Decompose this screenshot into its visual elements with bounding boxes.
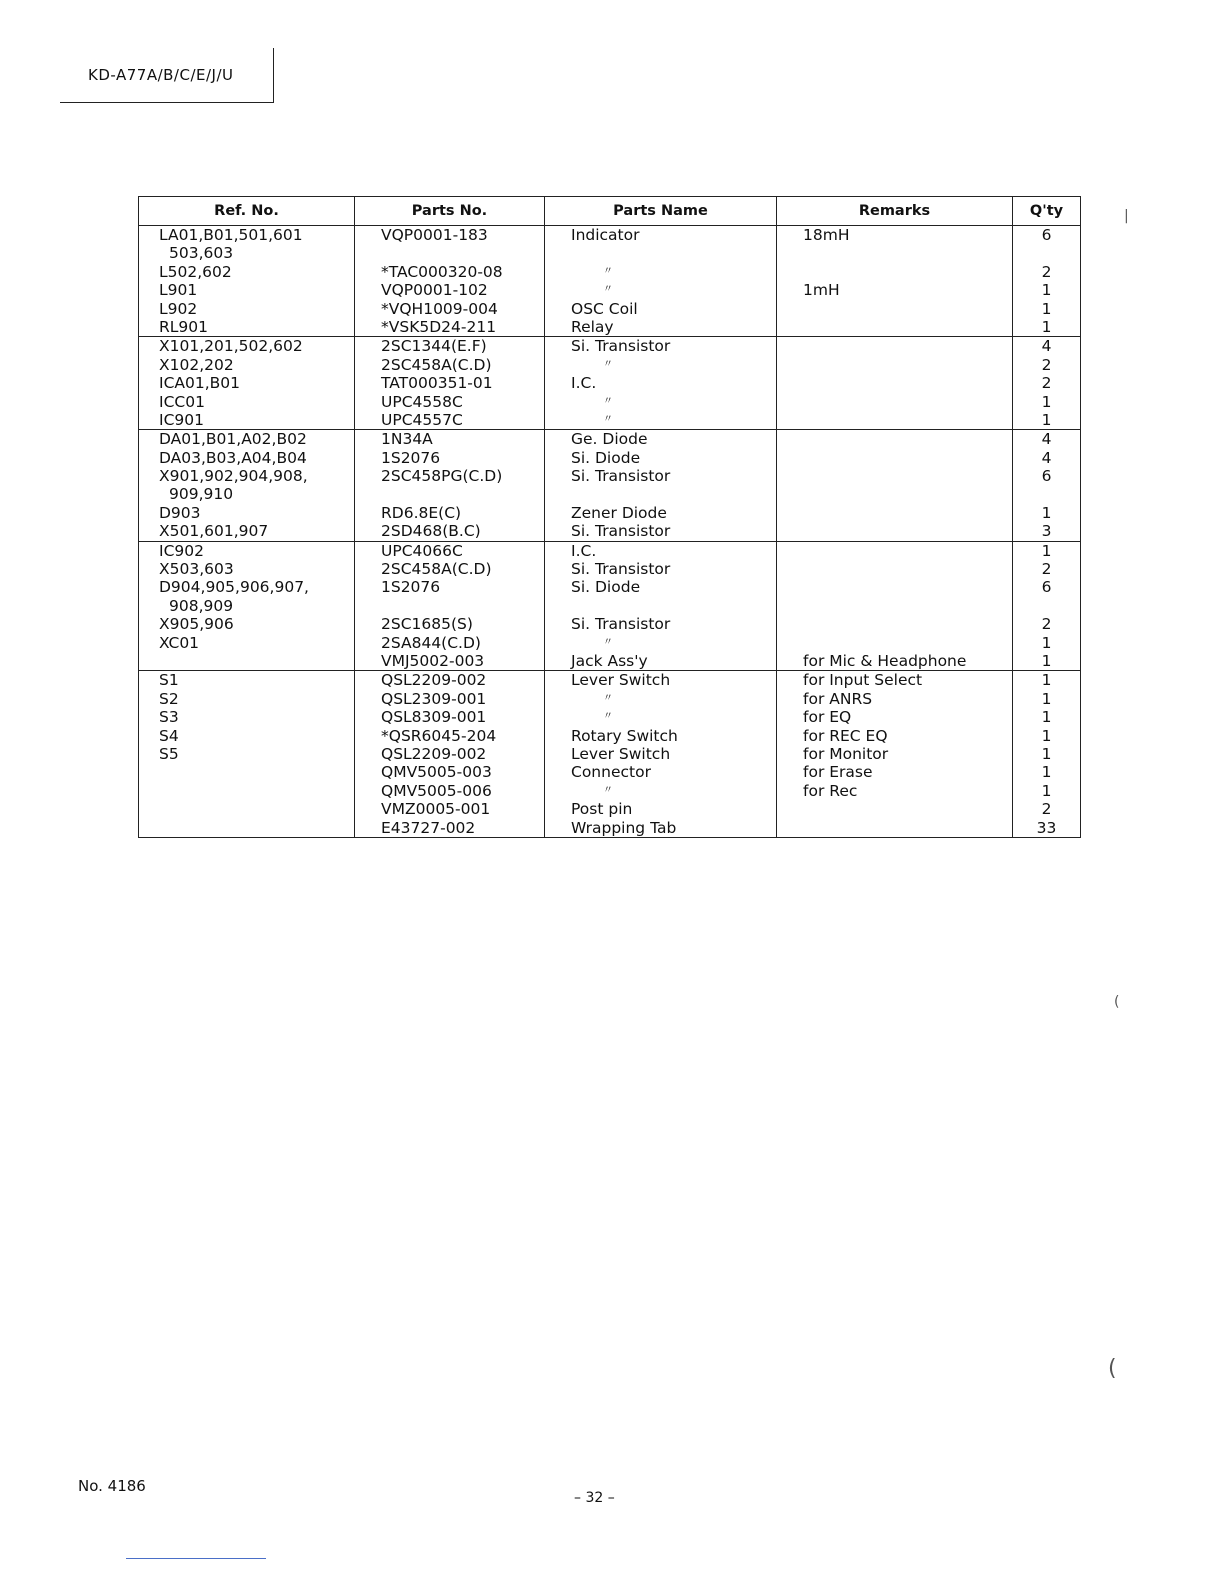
qty-line: 1 [1041, 689, 1052, 708]
ref-no-cell [139, 226, 355, 337]
name-line: I.C. [571, 541, 597, 560]
ref-line: 503,603 [169, 244, 234, 263]
parts-line: VQP0001-102 [381, 281, 488, 300]
remarks-line: for Input Select [803, 671, 923, 690]
remarks-line: for Mic & Headphone [803, 651, 967, 670]
remarks-line: 18mH [803, 226, 850, 244]
remarks-line [777, 578, 1012, 596]
parts-line: 2SC1685(S) [381, 615, 473, 634]
ref-line: X901,902,904,908, [159, 467, 308, 486]
remarks-line [777, 393, 1012, 411]
qty-line [1013, 244, 1080, 262]
ref-line [139, 782, 354, 800]
qty-cell [1013, 671, 1081, 838]
name-line: 〃 [603, 395, 613, 407]
name-line: 〃 [603, 636, 613, 648]
qty-line: 2 [1041, 262, 1052, 281]
name-line: Ge. Diode [571, 430, 648, 449]
parts-line: VMJ5002-003 [381, 651, 485, 670]
table-row-group [139, 430, 1081, 541]
qty-line: 2 [1041, 800, 1052, 819]
remarks-line: for Monitor [803, 744, 889, 763]
name-line: Indicator [571, 226, 640, 244]
parts-line: UPC4066C [381, 541, 463, 560]
parts-line: *VSK5D24-211 [381, 317, 497, 336]
name-line: Si. Transistor [571, 522, 671, 541]
name-line [545, 485, 776, 503]
name-line: Rotary Switch [571, 726, 678, 745]
qty-cell [1013, 337, 1081, 430]
remarks-line [777, 634, 1012, 652]
qty-line: 2 [1041, 615, 1052, 634]
ref-line [139, 763, 354, 781]
ref-line: LA01,B01,501,601 [159, 226, 303, 244]
name-line: Zener Diode [571, 503, 667, 522]
name-line: 〃 [603, 784, 613, 796]
name-line: Post pin [571, 800, 633, 819]
ref-line: L901 [159, 281, 198, 300]
qty-line: 1 [1041, 633, 1052, 652]
ref-line: S3 [159, 708, 179, 727]
ref-no-cell [139, 541, 355, 671]
parts-line: VQP0001-183 [381, 226, 488, 244]
name-line: Lever Switch [571, 671, 671, 690]
name-line: Jack Ass'y [571, 651, 648, 670]
margin-mark: | [1124, 208, 1129, 224]
parts-line: E43727-002 [381, 818, 476, 837]
ref-line: 908,909 [169, 596, 234, 615]
ref-line: S4 [159, 726, 179, 745]
qty-line: 2 [1041, 355, 1052, 374]
name-line: 〃 [603, 711, 613, 723]
remarks-cell [777, 226, 1013, 337]
remarks-line [777, 411, 1012, 429]
remarks-line: 1mH [803, 281, 840, 300]
remarks-line [777, 800, 1012, 818]
name-line: Si. Diode [571, 578, 641, 597]
name-line: Si. Diode [571, 448, 641, 467]
ref-line: X905,906 [159, 615, 234, 634]
name-line: Si. Transistor [571, 560, 671, 579]
ref-no-cell [139, 337, 355, 430]
qty-line: 1 [1041, 541, 1052, 560]
parts-line: 1S2076 [381, 448, 441, 467]
qty-line: 4 [1041, 337, 1052, 356]
parts-line: UPC4558C [381, 392, 463, 411]
ref-line: DA03,B03,A04,B04 [159, 448, 307, 467]
ref-line: ICC01 [159, 392, 205, 411]
ref-line: XC01 [159, 633, 200, 652]
remarks-line [777, 560, 1012, 578]
qty-line: 1 [1041, 299, 1052, 318]
remarks-line: for REC EQ [803, 726, 888, 745]
remarks-line [777, 485, 1012, 503]
ref-no-cell [139, 671, 355, 838]
parts-line: QMV5005-003 [381, 763, 492, 782]
qty-line: 2 [1041, 374, 1052, 393]
qty-line: 1 [1041, 744, 1052, 763]
qty-line: 3 [1041, 522, 1052, 541]
qty-cell [1013, 541, 1081, 671]
ref-line [139, 819, 354, 837]
remarks-line: for EQ [803, 708, 852, 727]
qty-line: 1 [1041, 671, 1052, 690]
qty-line: 1 [1041, 651, 1052, 670]
parts-list-table [138, 196, 1081, 838]
ref-line: L902 [159, 299, 198, 318]
ref-line: S2 [159, 689, 179, 708]
name-line: Si. Transistor [571, 615, 671, 634]
remarks-cell [777, 337, 1013, 430]
table-header-row [139, 197, 1081, 226]
name-line: OSC Coil [571, 299, 638, 318]
table-row-group [139, 541, 1081, 671]
parts-line: QSL2309-001 [381, 689, 487, 708]
ref-line [139, 800, 354, 818]
ref-line: 909,910 [169, 485, 234, 504]
ref-line: D904,905,906,907, [159, 578, 309, 597]
parts-line [355, 485, 544, 503]
qty-line: 1 [1041, 708, 1052, 727]
parts-no-cell [355, 671, 545, 838]
name-line: 〃 [603, 284, 613, 296]
parts-line: QSL2209-002 [381, 671, 487, 690]
page-number: – 32 – [574, 1490, 615, 1506]
parts-line: VMZ0005-001 [381, 800, 491, 819]
qty-line: 4 [1041, 448, 1052, 467]
qty-line: 1 [1041, 726, 1052, 745]
qty-line: 1 [1041, 281, 1052, 300]
parts-name-cell [545, 337, 777, 430]
qty-line: 1 [1041, 392, 1052, 411]
qty-line [1013, 485, 1080, 503]
parts-line: QMV5005-006 [381, 781, 492, 800]
qty-line: 1 [1041, 763, 1052, 782]
parts-line: 1S2076 [381, 578, 441, 597]
parts-line: 2SD468(B.C) [381, 522, 481, 541]
name-line: Lever Switch [571, 744, 671, 763]
qty-cell [1013, 226, 1081, 337]
qty-line: 1 [1041, 410, 1052, 429]
ref-line: DA01,B01,A02,B02 [159, 430, 307, 449]
parts-line [355, 244, 544, 262]
name-line [545, 597, 776, 615]
qty-line: 33 [1036, 818, 1057, 837]
parts-line: 2SC458A(C.D) [381, 560, 492, 579]
header-parts-name: Parts Name [545, 197, 777, 226]
ref-line: D903 [159, 503, 201, 522]
remarks-line [777, 300, 1012, 318]
ref-line: S1 [159, 671, 179, 690]
name-line: Si. Transistor [571, 337, 671, 356]
ref-line: X503,603 [159, 560, 234, 579]
document-number: No. 4186 [78, 1477, 146, 1495]
name-line: Wrapping Tab [571, 818, 677, 837]
remarks-line [777, 504, 1012, 522]
qty-line [1013, 597, 1080, 615]
table-body [139, 226, 1081, 838]
ref-line: L502,602 [159, 262, 232, 281]
header-parts-no: Parts No. [355, 197, 545, 226]
parts-line: *TAC000320-08 [381, 262, 503, 281]
remarks-line: for Rec [803, 781, 858, 800]
parts-no-cell [355, 430, 545, 541]
ref-line: S5 [159, 744, 179, 763]
name-line: Connector [571, 763, 651, 782]
ref-line: RL901 [159, 317, 208, 336]
header-qty: Q'ty [1013, 197, 1081, 226]
remarks-line [777, 522, 1012, 540]
remarks-line [777, 263, 1012, 281]
name-line: 〃 [603, 413, 613, 425]
parts-no-cell [355, 226, 545, 337]
ref-line [139, 652, 354, 670]
qty-line: 4 [1041, 430, 1052, 449]
margin-mark: ( [1114, 994, 1120, 1010]
parts-line: *VQH1009-004 [381, 299, 498, 318]
table-row-group [139, 226, 1081, 337]
qty-line: 1 [1041, 317, 1052, 336]
ref-line: X501,601,907 [159, 522, 269, 541]
name-line: I.C. [571, 374, 597, 393]
remarks-line [777, 819, 1012, 837]
header-ref-no: Ref. No. [139, 197, 355, 226]
parts-no-cell [355, 337, 545, 430]
parts-line: *QSR6045-204 [381, 726, 497, 745]
remarks-cell [777, 541, 1013, 671]
parts-line: UPC4557C [381, 410, 463, 429]
parts-no-cell [355, 541, 545, 671]
ref-line: X101,201,502,602 [159, 337, 303, 356]
remarks-line [777, 430, 1012, 448]
table-row-group [139, 337, 1081, 430]
model-number: KD-A77A/B/C/E/J/U [88, 66, 234, 84]
parts-line: 1N34A [381, 430, 433, 449]
name-line: 〃 [603, 265, 613, 277]
parts-name-cell [545, 671, 777, 838]
remarks-cell [777, 430, 1013, 541]
parts-line: 2SC458PG(C.D) [381, 467, 503, 486]
qty-cell [1013, 430, 1081, 541]
qty-line: 6 [1041, 226, 1052, 244]
parts-name-cell [545, 226, 777, 337]
name-line [545, 244, 776, 262]
remarks-line [777, 337, 1012, 355]
model-header-box [60, 48, 274, 103]
remarks-line: for ANRS [803, 689, 873, 708]
qty-line: 6 [1041, 578, 1052, 597]
qty-line: 6 [1041, 467, 1052, 486]
parts-line: QSL2209-002 [381, 744, 487, 763]
name-line: Relay [571, 317, 614, 336]
header-remarks: Remarks [777, 197, 1013, 226]
table-row-group [139, 671, 1081, 838]
ref-no-cell [139, 430, 355, 541]
remarks-line [777, 318, 1012, 336]
parts-line: 2SC458A(C.D) [381, 355, 492, 374]
parts-line: 2SC1344(E.F) [381, 337, 487, 356]
scan-edge-line [126, 1558, 266, 1559]
name-line: 〃 [603, 358, 613, 370]
parts-line: TAT000351-01 [381, 374, 493, 393]
ref-line: ICA01,B01 [159, 374, 241, 393]
remarks-line [777, 244, 1012, 262]
qty-line: 1 [1041, 503, 1052, 522]
remarks-line [777, 615, 1012, 633]
name-line: Si. Transistor [571, 467, 671, 486]
margin-mark: ( [1108, 1356, 1117, 1381]
name-line: 〃 [603, 692, 613, 704]
remarks-line [777, 374, 1012, 392]
remarks-line [777, 356, 1012, 374]
remarks-line [777, 449, 1012, 467]
qty-line: 1 [1041, 781, 1052, 800]
qty-line: 2 [1041, 560, 1052, 579]
remarks-line [777, 467, 1012, 485]
parts-line: 2SA844(C.D) [381, 633, 481, 652]
ref-line: X102,202 [159, 355, 234, 374]
ref-line: IC902 [159, 541, 204, 560]
remarks-line: for Erase [803, 763, 873, 782]
parts-name-cell [545, 430, 777, 541]
parts-line: RD6.8E(C) [381, 503, 462, 522]
parts-line: QSL8309-001 [381, 708, 487, 727]
remarks-line [777, 542, 1012, 560]
remarks-line [777, 597, 1012, 615]
remarks-cell [777, 671, 1013, 838]
parts-line [355, 597, 544, 615]
ref-line: IC901 [159, 410, 204, 429]
parts-name-cell [545, 541, 777, 671]
